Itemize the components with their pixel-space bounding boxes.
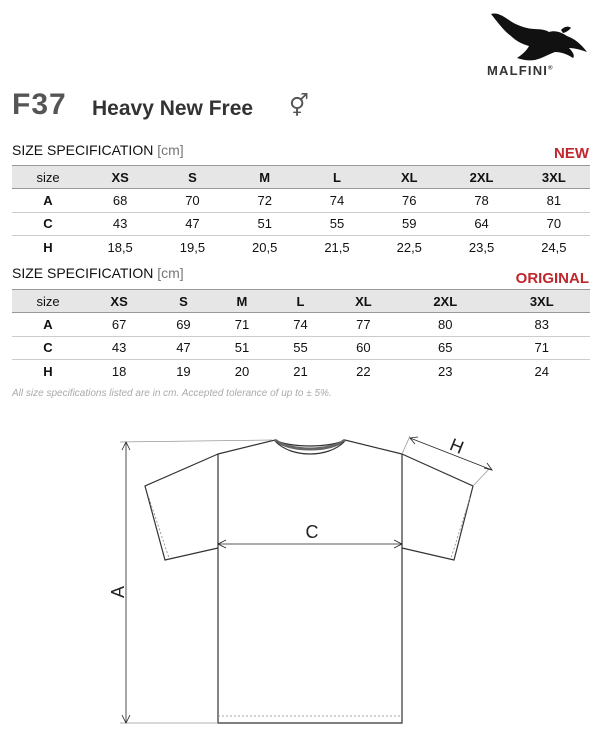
- table-cell: 24,5: [541, 239, 567, 255]
- table-cell: 69: [154, 313, 213, 337]
- header-size-xl: XL: [330, 290, 397, 313]
- section-title-new: [12, 142, 184, 158]
- label-c: C: [305, 522, 319, 542]
- table-cell: 76: [373, 189, 445, 213]
- table-cell: 64: [445, 212, 517, 236]
- section-title-original: [12, 265, 184, 281]
- section-unit: [cm]: [157, 142, 184, 158]
- row-label: A: [12, 189, 84, 213]
- tag-new: NEW: [554, 145, 589, 162]
- table-cell: 21,5: [324, 239, 350, 255]
- table-cell: 47: [156, 212, 228, 236]
- table-cell: 60: [330, 336, 397, 360]
- row-label: C: [12, 336, 84, 360]
- table-row-c: [12, 212, 590, 236]
- table-row-a: [12, 189, 590, 213]
- label-h: H: [446, 434, 467, 458]
- tshirt-outline: [145, 440, 473, 723]
- header-size-xl: XL: [373, 166, 445, 189]
- table-cell: 55: [271, 336, 330, 360]
- table-cell: 55: [301, 212, 373, 236]
- brand-name: MALFINI: [487, 63, 549, 78]
- header-size-l: L: [271, 290, 330, 313]
- row-label: H: [43, 239, 53, 255]
- row-label: C: [12, 212, 84, 236]
- table-cell: 68: [84, 189, 156, 213]
- table-cell: 19: [176, 363, 191, 379]
- table-cell: 70: [518, 212, 590, 236]
- dimension-h: [402, 436, 492, 486]
- table-header-row: [12, 290, 590, 313]
- section-unit: [cm]: [157, 265, 184, 281]
- header-size-xs: XS: [84, 166, 156, 189]
- table-cell: 81: [518, 189, 590, 213]
- table-cell: 71: [213, 313, 272, 337]
- table-cell: 83: [493, 313, 590, 337]
- table-cell: 80: [397, 313, 493, 337]
- header-size-m: M: [213, 290, 272, 313]
- table-cell: 20,5: [252, 239, 278, 255]
- header-size-3xl: 3XL: [493, 290, 590, 313]
- tolerance-note: All size specifications listed are in cm. Accepted tolerance of up to ± 5%.: [12, 388, 332, 399]
- row-label: A: [12, 313, 84, 337]
- table-cell: 65: [397, 336, 493, 360]
- size-table-new: [12, 165, 590, 259]
- table-cell: 22: [356, 363, 371, 379]
- table-cell: 74: [271, 313, 330, 337]
- table-cell: 67: [84, 313, 154, 337]
- table-cell: 23: [438, 363, 453, 379]
- table-cell: 18: [111, 363, 127, 379]
- header-size-label: size: [12, 166, 84, 189]
- table-row-h: [12, 360, 590, 383]
- header-size-2xl: 2XL: [397, 290, 493, 313]
- table-cell: 71: [493, 336, 590, 360]
- malfini-logo: [483, 8, 593, 83]
- table-cell: 22,5: [396, 239, 422, 255]
- table-cell: 74: [301, 189, 373, 213]
- product-code: F37: [12, 88, 67, 121]
- table-cell: 19,5: [179, 239, 206, 255]
- table-cell: 47: [154, 336, 213, 360]
- header-size-2xl: 2XL: [445, 166, 517, 189]
- section-title-text: SIZE SPECIFICATION: [12, 142, 154, 158]
- table-cell: 78: [445, 189, 517, 213]
- table-cell: 51: [213, 336, 272, 360]
- brand-registered-mark: ®: [548, 65, 554, 72]
- table-cell: 43: [84, 336, 154, 360]
- table-cell: 18,5: [107, 239, 133, 255]
- table-row-c: [12, 336, 590, 360]
- table-row-a: [12, 313, 590, 337]
- table-cell: 70: [156, 189, 228, 213]
- tag-original: ORIGINAL: [515, 270, 589, 287]
- header-size-label: size: [12, 290, 84, 313]
- table-cell: 24: [534, 363, 549, 379]
- header-size-xs: XS: [84, 290, 154, 313]
- table-cell: 23,5: [468, 239, 495, 255]
- product-name: Heavy New Free: [92, 97, 254, 120]
- header-size-l: L: [301, 166, 373, 189]
- table-cell: 43: [84, 212, 156, 236]
- table-header-row: [12, 166, 590, 189]
- table-cell: 21: [293, 363, 308, 379]
- label-a: A: [108, 585, 128, 599]
- row-label: H: [43, 363, 53, 379]
- eagle-icon: [483, 8, 593, 68]
- header-size-3xl: 3XL: [518, 166, 590, 189]
- table-cell: 51: [229, 212, 301, 236]
- section-title-text: SIZE SPECIFICATION: [12, 265, 154, 281]
- size-table-original: [12, 289, 590, 383]
- tshirt-diagram: [0, 420, 600, 737]
- table-cell: 59: [373, 212, 445, 236]
- table-cell: 72: [229, 189, 301, 213]
- unisex-icon: ⚥: [289, 93, 309, 118]
- header-size-m: M: [229, 166, 301, 189]
- table-row-h: [12, 236, 590, 259]
- header-size-s: S: [156, 166, 228, 189]
- table-cell: 20: [234, 363, 250, 379]
- header-size-s: S: [154, 290, 213, 313]
- table-cell: 77: [330, 313, 397, 337]
